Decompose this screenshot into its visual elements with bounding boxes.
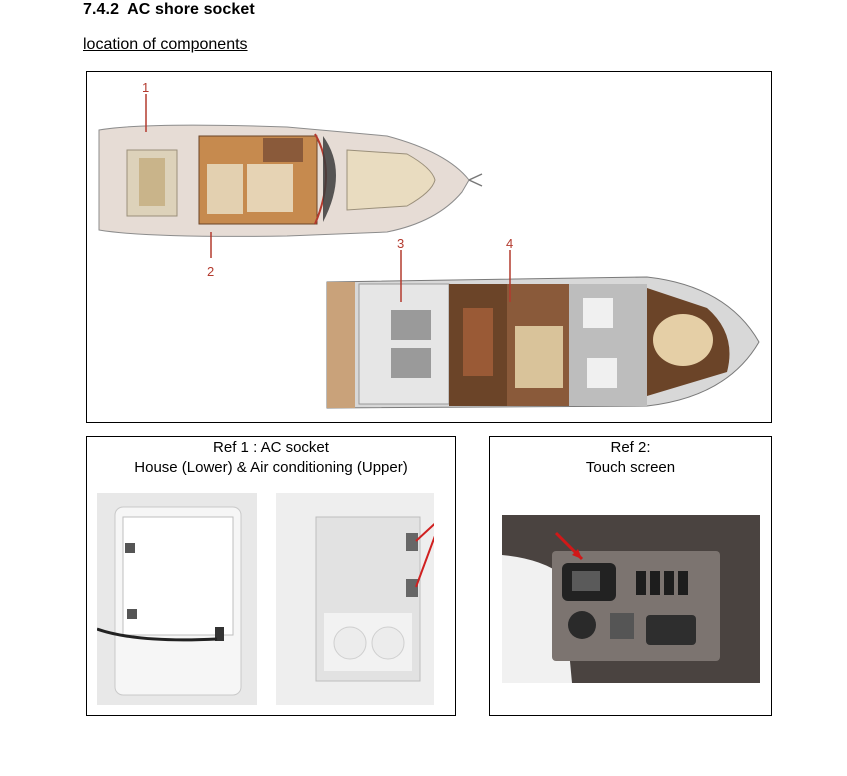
callout-4: 4 xyxy=(506,236,514,251)
callout-1: 1 xyxy=(142,80,150,95)
upper-deck-plan xyxy=(99,125,482,236)
section-number: 7.4.2 xyxy=(83,1,120,18)
section-heading xyxy=(83,1,255,19)
ref2-frame xyxy=(489,436,772,716)
touch-screen-photo xyxy=(502,515,760,683)
lower-deck-plan xyxy=(327,277,759,408)
socket-closed-photo xyxy=(97,493,257,705)
ref1-frame xyxy=(86,436,456,716)
callout-2: 2 xyxy=(207,264,215,279)
boat-layout-drawing xyxy=(87,72,771,422)
ref2-title: Ref 2: xyxy=(610,439,651,456)
ref1-title: Ref 1 : AC socket xyxy=(213,439,329,456)
callout-3: 3 xyxy=(397,236,405,251)
socket-open-photo xyxy=(276,493,434,705)
layout-frame xyxy=(86,71,772,423)
section-subtitle: location of components xyxy=(83,36,248,53)
ref2-subtitle: Touch screen xyxy=(585,459,676,476)
section-title: AC shore socket xyxy=(127,1,255,18)
ref1-subtitle: House (Lower) & Air conditioning (Upper) xyxy=(134,459,408,476)
